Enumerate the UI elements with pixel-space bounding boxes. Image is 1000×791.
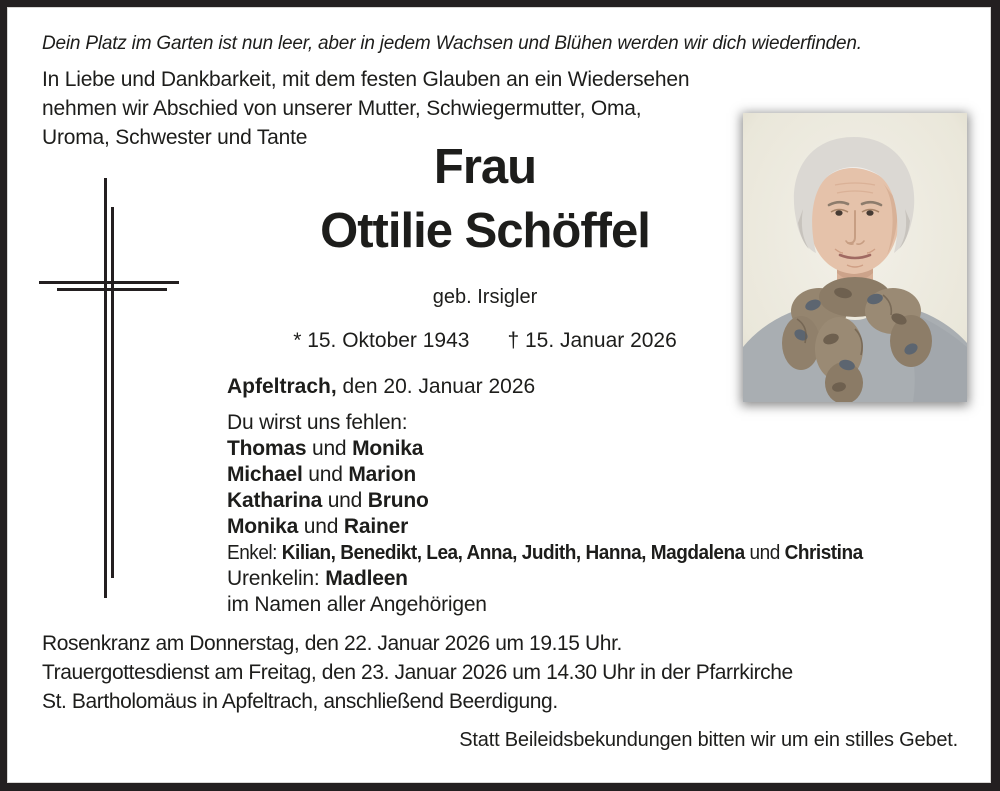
mourner-name: Marion [348,463,417,486]
condolence-note: Statt Beileidsbekundungen bitten wir um ein stilles Gebet. [459,729,958,751]
grandchild-name: Christina [784,542,863,564]
grandchildren-line [227,540,863,566]
great-grandchild-line [227,566,896,592]
mourner-name: Bruno [367,489,429,512]
mourner-couple [227,514,896,540]
mourner-name: Michael [227,463,303,486]
mourner-name: Rainer [343,515,409,538]
intro-line: In Liebe und Dankbarkeit, mit dem festen Glauben an ein Wiedersehen [42,68,690,91]
cross-vertical-line [111,207,114,578]
headline-block [227,135,743,400]
maiden-name: geb. Irsigler [432,286,538,308]
cross-vertical-line [104,178,107,598]
conjunction: und [749,542,780,564]
mourner-couple [227,488,896,514]
mourner-couple [227,462,896,488]
conjunction: und [308,463,343,486]
notice-date: den 20. Januar 2026 [342,375,536,398]
grandchildren-names: Kilian, Benedikt, Lea, Anna, Judith, Hanna, Magdalena [281,542,745,564]
great-grandchild-label: Urenkelin: [227,567,320,590]
mourner-name: Thomas [227,437,307,460]
mourner-name: Monika [227,515,299,538]
intro-line: Uroma, Schwester und Tante [42,126,308,149]
conjunction: und [327,489,363,512]
mourners-block [227,410,896,618]
service-announcements [42,629,793,716]
closing-family-line: im Namen aller Angehörigen [227,593,487,616]
epigraph-quote: Dein Platz im Garten ist nun leer, aber in jedem Wachsen und Blühen werden wir dich wiederfinden. [42,33,862,54]
cross-horizontal-line [57,288,167,291]
place-name: Apfeltrach, [227,375,337,398]
intro-line: nehmen wir Abschied von unserer Mutter, Schwiegermutter, Oma, [42,97,642,120]
burial-line: St. Bartholomäus in Apfeltrach, anschließend Beerdigung. [42,690,558,713]
great-grandchild-name: Madleen [325,567,408,590]
rosary-line: Rosenkranz am Donnerstag, den 22. Januar 2026 um 19.15 Uhr. [42,632,622,655]
portrait-photo [743,113,967,402]
mourner-couple [227,436,896,462]
death-date: † 15. Januar 2026 [507,329,677,352]
conjunction: und [303,515,339,538]
grandchildren-label: Enkel: [227,542,277,564]
mourner-name: Katharina [227,489,323,512]
place-date-line [227,374,743,400]
mourner-name: Monika [352,437,424,460]
portrait-illustration [743,113,967,402]
conjunction: und [311,437,347,460]
salutation: Frau [433,140,537,194]
funeral-service-line: Trauergottesdienst am Freitag, den 23. Januar 2026 um 14.30 Uhr in der Pfarrkirche [42,661,793,684]
deceased-name: Ottilie Schöffel [320,204,650,258]
farewell-line: Du wirst uns fehlen: [227,411,408,434]
cross-horizontal-line [39,281,179,284]
life-dates [227,328,743,354]
birth-date: * 15. Oktober 1943 [293,329,470,352]
